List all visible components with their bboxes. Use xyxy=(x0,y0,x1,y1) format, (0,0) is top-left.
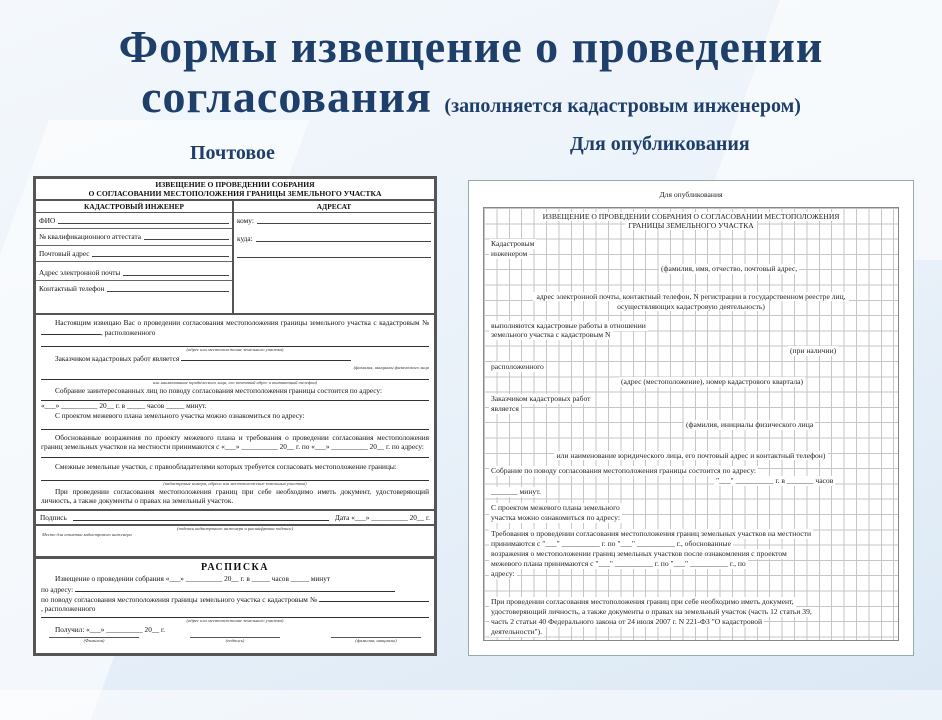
field-email-label: Адрес электронной почты xyxy=(39,267,121,277)
row-requirements-4: межевого плана принимаются с "___" __________ г. по "___" __________ г., по xyxy=(491,559,746,568)
row-email-hint xyxy=(484,292,898,302)
field-email-line xyxy=(123,268,229,276)
title-subtitle: (заполняется кадастровым инженером) xyxy=(444,95,801,117)
publication-label-text: Для опубликования xyxy=(656,190,725,199)
paragraph-3-date: «___» __________ 20__ г. в _____ часов _____ минут. xyxy=(41,400,207,410)
slide-title xyxy=(0,22,942,131)
form-header-line-1: ИЗВЕЩЕНИЕ О ПРОВЕДЕНИИ СОБРАНИЯ xyxy=(155,180,315,189)
receipt-hint-signature: (подпись) xyxy=(190,637,280,644)
publication-notice-form xyxy=(468,180,914,656)
caption-publication: Для опубликования xyxy=(570,133,750,155)
receipt-line-3-end: , расположенного xyxy=(41,604,96,614)
receipt-section xyxy=(36,556,434,647)
row-meeting-date: "___" __________ г. в _______ часов xyxy=(716,476,834,485)
row-meeting-minutes: _______ минут. xyxy=(491,487,541,496)
row-project-2: участка можно ознакомиться по адресу: xyxy=(491,513,620,522)
row-requirements-3: возражения о местоположении границ земельных участков после ознакомления с проектом xyxy=(491,549,787,558)
row-email-hint-2 xyxy=(484,302,898,312)
row-email-hint-text: адрес электронной почты, контактный телефон, N регистрации в государственном реестре лиц, xyxy=(533,292,848,301)
row-customer-hint: (фамилия, инициалы физического лица xyxy=(686,420,814,429)
date-label: Дата «___» __________ 20__ г. xyxy=(334,513,430,523)
hint-signature: (подпись кадастрового инженера и расшифровка подписи) xyxy=(176,526,293,532)
row-engineer-1: Кадастровым xyxy=(491,239,535,248)
paragraph-2: Заказчиком кадастровых работ является xyxy=(55,354,180,364)
where-line xyxy=(256,234,431,242)
row-email-hint-2-text: осуществляющих кадастровую деятельность) xyxy=(614,302,768,311)
signature-line xyxy=(36,509,434,526)
row-engineer-hint: (фамилия, имя, отчество, почтовый адрес, xyxy=(661,264,798,273)
paragraph-3: Собрание заинтересованных лиц по поводу согласования местоположения границы состоится по адресу: xyxy=(55,385,383,395)
form-heading-1-text: ИЗВЕЩЕНИЕ О ПРОВЕДЕНИИ СОБРАНИЯ О СОГЛАСОВАНИИ МЕСТОПОЛОЖЕНИЯ xyxy=(540,212,843,221)
row-legal-hint-text: или наименование юридического лица, его почтовый адрес и контактный телефон) xyxy=(554,451,829,460)
field-fio-line xyxy=(58,216,229,224)
title-line-1: Формы извещение о проведении xyxy=(118,21,824,72)
receipt-hint-initials: (фамилия, инициалы) xyxy=(331,637,421,644)
paragraph-1-end: , расположенного xyxy=(101,328,156,338)
caption-postal: Почтовое xyxy=(190,142,275,164)
row-if-any: (при наличии) xyxy=(790,346,837,355)
paragraph-1: Настоящим извещаю Вас о проведении согласования местоположения границы земельного участка с кадастровым № xyxy=(55,318,429,327)
field-fio-label: ФИО xyxy=(39,216,56,226)
receipt-received: Получил: «___» __________ 20__ г. xyxy=(55,625,165,635)
row-customer-1: Заказчиком кадастровых работ xyxy=(491,394,591,403)
row-meeting: Собрание по поводу согласования местоположения границы состоится по адресу: xyxy=(491,466,757,475)
stamp-place: Место для отметки кадастрового инженера xyxy=(42,532,132,538)
to-whom-label: кому: xyxy=(237,216,254,226)
receipt-line-1: Извещение о проведении собрания «___» __________ 20__ г. в _____ часов _____ минут xyxy=(55,574,331,584)
form-header-line-2: О СОГЛАСОВАНИИ МЕСТОПОЛОЖЕНИЯ ГРАНИЦЫ ЗЕМЕЛЬНОГО УЧАСТКА xyxy=(88,189,382,198)
field-attestat-label: № квалификационного аттестата xyxy=(39,232,141,242)
receipt-line-2: по адресу: xyxy=(41,584,74,594)
form-heading-2-text: ГРАНИЦЫ ЗЕМЕЛЬНОГО УЧАСТКА xyxy=(625,221,757,230)
row-requirements-5: адресу: xyxy=(491,569,515,578)
receipt-hint-surname: (Фамилия) xyxy=(49,637,139,644)
engineer-column xyxy=(36,201,234,313)
engineer-column-header: КАДАСТРОВЫЙ ИНЖЕНЕР xyxy=(36,201,232,213)
title-line-2: согласования xyxy=(141,71,432,122)
to-whom-line xyxy=(257,216,431,224)
hint-legal-entity: или наименование юридического лица, его почтовый адрес и контактный телефон) xyxy=(152,379,318,385)
row-requirements-2: принимаются с "___" __________ г. по "___" __________ г., обоснованные xyxy=(491,539,732,548)
signature-label: Подпись xyxy=(40,513,67,523)
paragraph-4: С проектом межевого плана земельного участка можно ознакомиться по адресу: xyxy=(55,411,305,421)
hint-person: (фамилия, инициалы физического лица xyxy=(353,364,429,370)
paragraph-7: При проведении согласования местоположения границ при себе необходимо иметь документ, удостоверяющий личность, а также документы о правах на земельный участок. xyxy=(41,486,429,506)
paragraph-5: Обоснованные возражения по проекту межевого плана и требования о проведении согласования местоположения границ земельных участков на местности принимаются с «___» __________ 20__ г. по «___» __________ 20__ г. по адресу: xyxy=(41,433,429,452)
row-works-1: выполняются кадастровые работы в отношении xyxy=(491,321,646,330)
addressee-column xyxy=(234,201,434,313)
addressee-column-header: АДРЕСАТ xyxy=(234,201,434,213)
receipt-hint-address: (адрес или местоположение земельного участка) xyxy=(186,618,284,624)
receipt-line-3: по поводу согласования местоположения границы земельного участка с кадастровым № xyxy=(41,594,318,604)
row-documents-2: удостоверяющий личность, а также документы о правах на земельный участок (часть 12 статьи 39, xyxy=(491,607,812,616)
row-located: расположенного xyxy=(491,362,544,371)
hint-parcels: (кадастровые номера, адреса или местоположение земельных участков) xyxy=(163,480,307,486)
row-legal-hint xyxy=(484,451,898,461)
paragraph-6: Смежные земельные участки, с правообладателями которых требуется согласовать местоположение границы: xyxy=(55,461,397,471)
row-documents-1: При проведении согласования местоположения границ при себе необходимо иметь документ, xyxy=(491,597,794,606)
row-customer-2: является xyxy=(491,404,519,413)
where-label: куда: xyxy=(237,234,253,244)
receipt-title: РАСПИСКА xyxy=(200,562,270,574)
field-attestat-line xyxy=(144,232,229,240)
field-postal-line xyxy=(92,249,229,257)
row-project-1: С проектом межевого плана земельного xyxy=(491,503,620,512)
hint-address: (адрес или местоположение земельного участка) xyxy=(186,347,284,353)
row-address-hint: (адрес (местоположение), номер кадастрового квартала) xyxy=(621,377,804,386)
row-requirements-1: Требования о проведении согласования местоположения границ земельных участков на местности xyxy=(491,529,812,538)
where-line-2 xyxy=(237,250,431,258)
field-postal-label: Почтовый адрес xyxy=(39,248,90,258)
notice-body xyxy=(36,315,434,509)
field-phone-line xyxy=(107,284,229,292)
form-header xyxy=(36,179,434,201)
postal-notice-form xyxy=(33,176,437,656)
row-documents-3: часть 2 статьи 40 Федерального закона от 24 июля 2007 г. N 221-ФЗ "О кадастровой xyxy=(491,617,763,626)
field-phone-label: Контактный телефон xyxy=(39,284,105,294)
form-heading-2 xyxy=(484,221,898,231)
row-works-2: земельного участка с кадастровым N xyxy=(491,330,611,339)
publication-label xyxy=(469,190,913,200)
row-documents-4: деятельности"). xyxy=(491,627,542,636)
form-grid xyxy=(483,207,899,641)
row-engineer-2: инженером xyxy=(491,249,528,258)
